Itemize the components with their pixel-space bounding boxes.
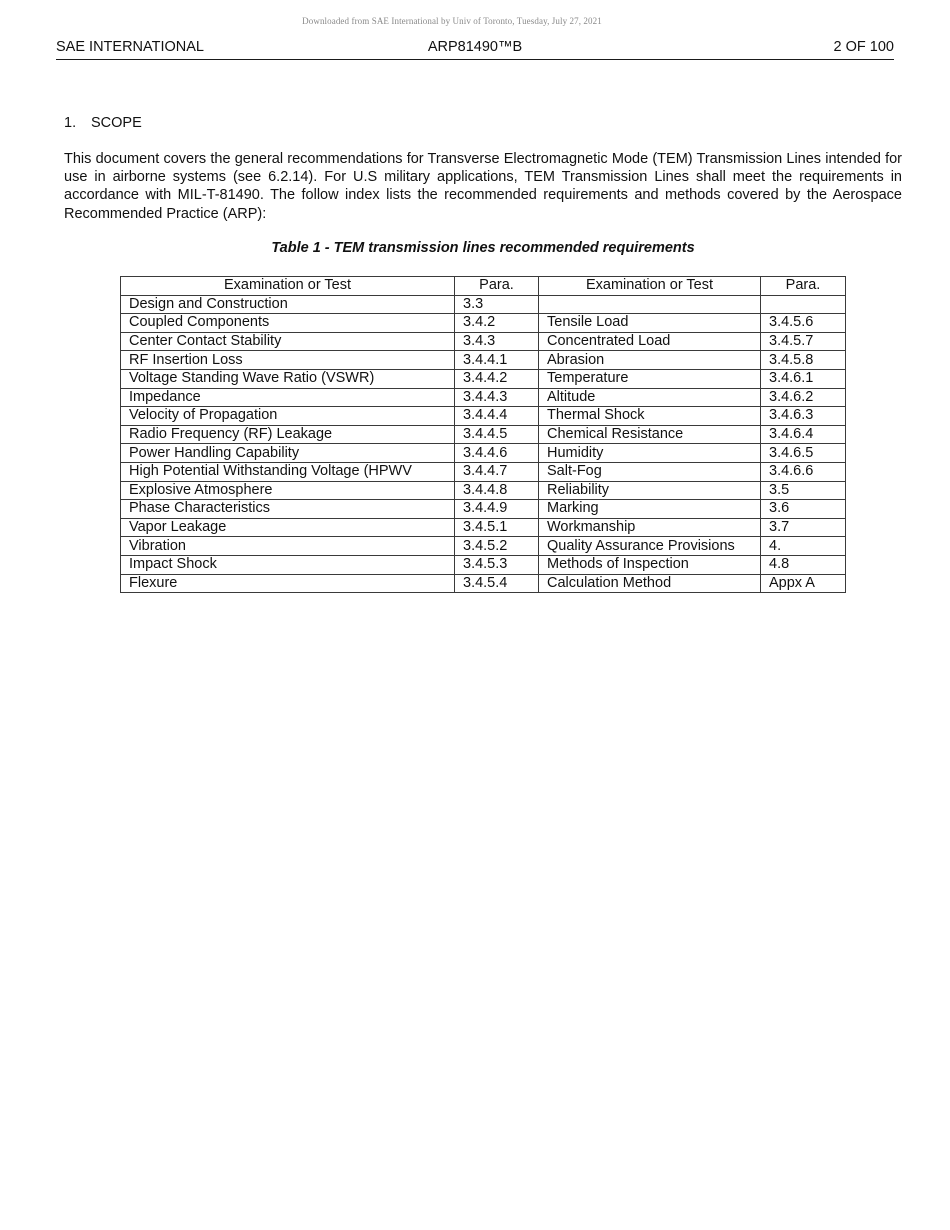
section-title: SCOPE (91, 115, 142, 131)
section-heading (64, 115, 142, 131)
table-cell-para-left: 3.4.4.6 (455, 444, 539, 463)
section-number: 1. (64, 115, 77, 131)
table-row (121, 425, 846, 444)
table-cell-para-left: 3.4.4.2 (455, 369, 539, 388)
table-cell-para-right: 3.4.6.3 (761, 407, 846, 426)
table-cell-examination-left: Center Contact Stability (121, 332, 455, 351)
page-number: 2 OF 100 (833, 39, 894, 55)
table-row (121, 462, 846, 481)
table-cell-para-left: 3.4.5.3 (455, 555, 539, 574)
table-cell-examination-right (539, 295, 761, 314)
table-cell-examination-left: High Potential Withstanding Voltage (HPWV (121, 462, 455, 481)
download-notice: Downloaded from SAE International by Univ of Toronto, Tuesday, July 27, 2021 (302, 16, 602, 26)
table-cell-examination-left: Power Handling Capability (121, 444, 455, 463)
table-cell-examination-left: Impact Shock (121, 555, 455, 574)
table-cell-para-left: 3.4.4.1 (455, 351, 539, 370)
table-cell-examination-right: Concentrated Load (539, 332, 761, 351)
table-row (121, 574, 846, 593)
table-cell-examination-right: Abrasion (539, 351, 761, 370)
table-cell-examination-left: Radio Frequency (RF) Leakage (121, 425, 455, 444)
table-cell-para-left: 3.4.4.5 (455, 425, 539, 444)
table-cell-para-left: 3.4.4.7 (455, 462, 539, 481)
running-header (56, 39, 894, 60)
table-cell-para-left: 3.4.4.4 (455, 407, 539, 426)
table-caption: Table 1 - TEM transmission lines recommended requirements (271, 240, 695, 256)
column-header-examination-right: Examination or Test (539, 277, 761, 296)
table-cell-examination-right: Thermal Shock (539, 407, 761, 426)
table-cell-examination-left: Vibration (121, 537, 455, 556)
publisher-name: SAE INTERNATIONAL (56, 39, 204, 55)
table-cell-para-right: 3.4.6.4 (761, 425, 846, 444)
table-cell-para-right: 3.4.6.2 (761, 388, 846, 407)
table-row (121, 295, 846, 314)
table-cell-para-left: 3.4.5.1 (455, 518, 539, 537)
table-row (121, 407, 846, 426)
table-cell-examination-right: Temperature (539, 369, 761, 388)
table-cell-examination-right: Altitude (539, 388, 761, 407)
table-cell-examination-left: Explosive Atmosphere (121, 481, 455, 500)
table-cell-examination-right: Salt-Fog (539, 462, 761, 481)
table-cell-para-right: 3.4.5.7 (761, 332, 846, 351)
table-row (121, 388, 846, 407)
table-cell-examination-left: Flexure (121, 574, 455, 593)
column-header-para-right: Para. (761, 277, 846, 296)
table-cell-examination-right: Tensile Load (539, 314, 761, 333)
table-cell-para-left: 3.4.5.2 (455, 537, 539, 556)
table-header-row (121, 277, 846, 296)
table-cell-examination-left: Phase Characteristics (121, 500, 455, 519)
table-cell-para-right (761, 295, 846, 314)
table-cell-examination-left: Design and Construction (121, 295, 455, 314)
table-cell-examination-right: Calculation Method (539, 574, 761, 593)
table-row (121, 351, 846, 370)
table-cell-para-right: 3.4.5.8 (761, 351, 846, 370)
table-cell-examination-right: Marking (539, 500, 761, 519)
table-cell-examination-left: Velocity of Propagation (121, 407, 455, 426)
table-row (121, 481, 846, 500)
table-cell-para-right: 4.8 (761, 555, 846, 574)
table-row (121, 444, 846, 463)
table-cell-para-left: 3.3 (455, 295, 539, 314)
table-cell-para-left: 3.4.4.9 (455, 500, 539, 519)
table-cell-examination-right: Methods of Inspection (539, 555, 761, 574)
table-cell-para-right: 3.7 (761, 518, 846, 537)
table-cell-examination-left: Vapor Leakage (121, 518, 455, 537)
table-cell-para-right: 3.6 (761, 500, 846, 519)
table-row (121, 518, 846, 537)
table-cell-examination-left: RF Insertion Loss (121, 351, 455, 370)
table-row (121, 332, 846, 351)
table-row (121, 555, 846, 574)
table-cell-para-right: 3.4.5.6 (761, 314, 846, 333)
table-cell-para-right: 3.4.6.5 (761, 444, 846, 463)
table-cell-para-left: 3.4.2 (455, 314, 539, 333)
table-row (121, 500, 846, 519)
table-cell-examination-right: Workmanship (539, 518, 761, 537)
table-cell-examination-right: Humidity (539, 444, 761, 463)
table-cell-examination-left: Voltage Standing Wave Ratio (VSWR) (121, 369, 455, 388)
table-cell-para-left: 3.4.4.3 (455, 388, 539, 407)
table-cell-para-right: 4. (761, 537, 846, 556)
table-cell-para-right: Appx A (761, 574, 846, 593)
column-header-examination-left: Examination or Test (121, 277, 455, 296)
table-row (121, 314, 846, 333)
table-row (121, 369, 846, 388)
table-cell-para-right: 3.4.6.6 (761, 462, 846, 481)
table-cell-para-left: 3.4.5.4 (455, 574, 539, 593)
table-cell-examination-left: Impedance (121, 388, 455, 407)
document-number: ARP81490™B (427, 39, 523, 55)
table-cell-para-left: 3.4.4.8 (455, 481, 539, 500)
scope-paragraph: This document covers the general recommendations for Transverse Electromagnetic Mode (TEM) Transmission Lines intended for use in airborne systems (see 6.2.14). For U.S military applications, TEM Transmission Lines shall meet the requirements in accordance with MIL-T-81490. The follow index lists the recommended requirements and methods covered by the Aerospace Recommended Practice (ARP): (64, 151, 902, 222)
table-cell-para-left: 3.4.3 (455, 332, 539, 351)
table-cell-para-right: 3.5 (761, 481, 846, 500)
table-cell-examination-left: Coupled Components (121, 314, 455, 333)
requirements-table (120, 276, 846, 593)
table-cell-examination-right: Reliability (539, 481, 761, 500)
table-cell-examination-right: Chemical Resistance (539, 425, 761, 444)
table-cell-para-right: 3.4.6.1 (761, 369, 846, 388)
column-header-para-left: Para. (455, 277, 539, 296)
table-body (121, 295, 846, 593)
table-row (121, 537, 846, 556)
table-cell-examination-right: Quality Assurance Provisions (539, 537, 761, 556)
